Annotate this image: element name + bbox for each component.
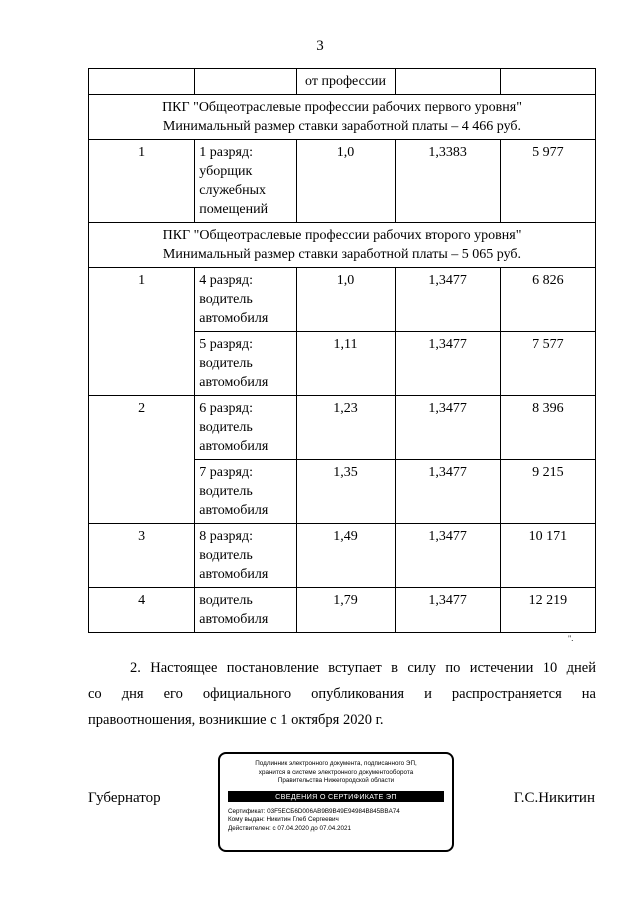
table-cell [89,69,195,95]
table-row [89,396,596,460]
qualification-level: 2 [89,396,195,524]
table-header-row [89,69,596,95]
stamp-validity: Действителен: с 07.04.2020 до 07.04.2021 [228,824,352,832]
table-header-cell: от профессии [296,69,395,95]
qualification-level: 3 [89,524,195,588]
index-value: 1,3477 [395,268,500,332]
group-min-salary: Минимальный размер ставки заработной платы – 5 065 руб. [162,247,522,262]
coefficient: 1,0 [296,268,395,332]
signatory-role: Губернатор [88,790,161,806]
group-header-row [89,95,596,140]
coefficient: 1,49 [296,524,395,588]
index-value: 1,3477 [395,524,500,588]
position-title: 5 разряд: водитель автомобиля [195,332,296,396]
table-cell [395,69,500,95]
salary-value: 5 977 [500,140,595,223]
group-title: ПКГ "Общеотраслевые профессии рабочих первого уровня" [162,100,522,115]
position-title: 1 разряд: уборщик служебных помещений [195,140,296,223]
index-value: 1,3477 [395,332,500,396]
qualification-level: 1 [89,140,195,223]
salary-value: 10 171 [500,524,595,588]
resolution-paragraph [88,655,596,733]
position-title: водитель автомобиля [195,588,296,633]
qualification-level: 1 [89,268,195,396]
salary-value: 6 826 [500,268,595,332]
table-cell [195,69,296,95]
salary-value: 7 577 [500,332,595,396]
position-title: 6 разряд: водитель автомобиля [195,396,296,460]
signatory-name: Г.С.Никитин [513,790,595,806]
stamp-certificate: Сертификат: 03F5ECБ6D006AB9B9B49E94984B845BBA74 [228,807,400,815]
index-value: 1,3477 [395,396,500,460]
stamp-line: Подлинник электронного документа, подписанного ЭП, [255,760,417,767]
digital-signature-stamp [218,752,454,852]
paragraph-line: со дня его официального опубликования и распространяется на [88,686,596,702]
position-title: 4 разряд: водитель автомобиля [195,268,296,332]
stamp-banner: СВЕДЕНИЯ О СЕРТИФИКАТЕ ЭП [228,791,444,802]
coefficient: 1,35 [296,460,395,524]
salary-value: 8 396 [500,396,595,460]
table-row [89,588,596,633]
table-row [89,268,596,332]
stamp-issued-to: Кому выдан: Никитин Глеб Сергеевич [228,816,339,823]
table-row [89,524,596,588]
table-row [89,140,596,223]
salary-value: 9 215 [500,460,595,524]
group-header [89,95,596,140]
stamp-line: хранится в системе электронного документооборота [258,768,414,776]
coefficient: 1,11 [296,332,395,396]
group-title: ПКГ "Общеотраслевые профессии рабочих второго уровня" [162,228,522,243]
group-header-row [89,223,596,268]
coefficient: 1,0 [296,140,395,223]
group-min-salary: Минимальный размер ставки заработной платы – 4 466 руб. [162,119,522,134]
page-number: 3 [316,38,324,54]
coefficient: 1,79 [296,588,395,633]
index-value: 1,3477 [395,588,500,633]
position-title: 8 разряд: водитель автомобиля [195,524,296,588]
salary-value: 12 219 [500,588,595,633]
qualification-level: 4 [89,588,195,633]
group-header [89,223,596,268]
paragraph-line: правоотношения, возникшие с 1 октября 2020 г. [88,712,384,728]
table-cell [500,69,595,95]
salary-table [88,68,596,633]
closing-quote: ". [568,634,574,643]
paragraph-line: 2. Настоящее постановление вступает в силу по истечении 10 дней [130,660,596,676]
stamp-line: Правительства Нижегородской области [277,777,395,784]
index-value: 1,3383 [395,140,500,223]
position-title: 7 разряд: водитель автомобиля [195,460,296,524]
index-value: 1,3477 [395,460,500,524]
coefficient: 1,23 [296,396,395,460]
